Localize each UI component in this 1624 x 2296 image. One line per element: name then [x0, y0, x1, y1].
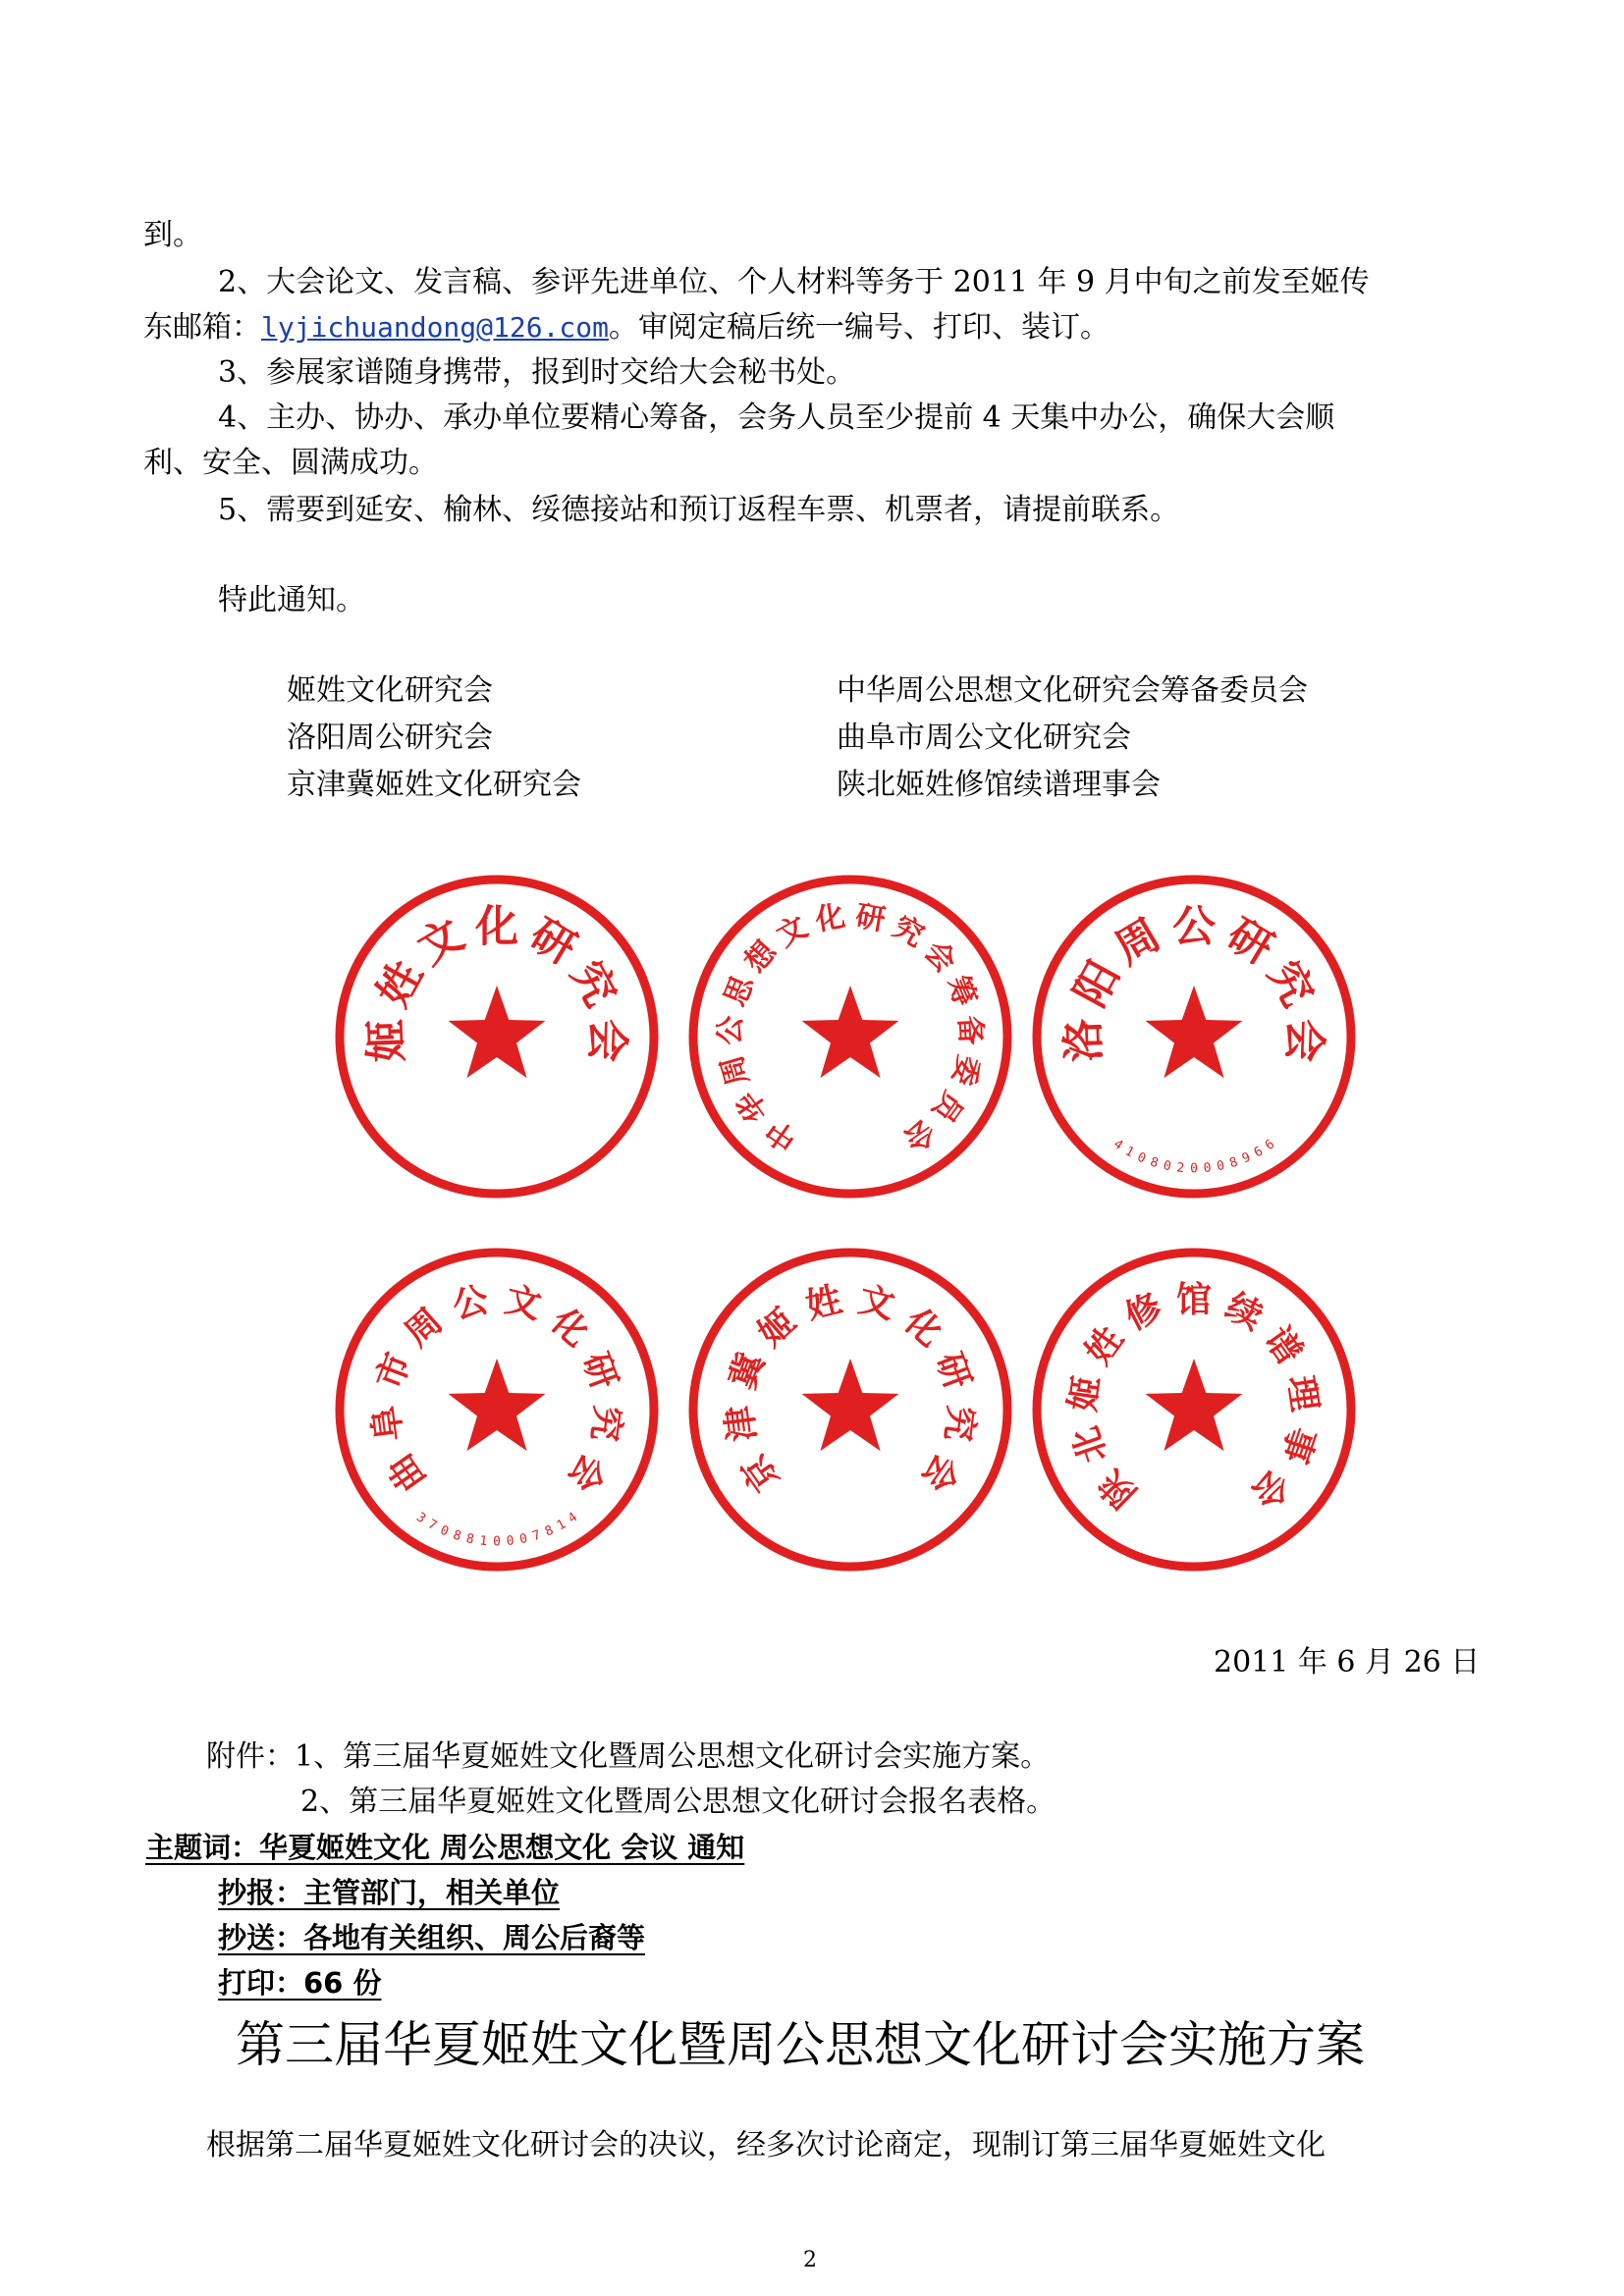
seal-star-icon: [1146, 1359, 1243, 1451]
seal-char: 阳: [1064, 952, 1130, 1015]
seal-char: 会: [913, 1446, 968, 1499]
seal-char: 备: [951, 1014, 989, 1046]
seal-char: 会: [917, 934, 963, 980]
seal-number-digit: 0: [493, 1534, 501, 1550]
section-title: 第三届华夏姬姓文化暨周公思想文化研讨会实施方案: [236, 2016, 1365, 2073]
seal-qufu-zhougong: [330, 1243, 664, 1576]
page-number: 2: [803, 2248, 817, 2272]
seal-number-digit: 3: [413, 1510, 429, 1526]
seal-char: 津: [718, 1403, 764, 1444]
seal-char: 化: [543, 1300, 597, 1355]
seal-char: 续: [1218, 1285, 1270, 1339]
item-2-suffix: 。审阅定稿后统一编号、打印、装订。: [609, 310, 1110, 345]
item-4-line-1: 4、主办、协办、承办单位要精心筹备，会务人员至少提前 4 天集中办公，确保大会顺: [218, 400, 1335, 435]
seal-char: 周: [714, 1050, 756, 1090]
seal-number-digit: 1: [478, 1533, 488, 1550]
seal-char: 会: [896, 1111, 942, 1157]
item-3: 3、参展家谱随身携带，报到时交给大会秘书处。: [218, 355, 856, 390]
seal-char: 洛: [1057, 1018, 1110, 1063]
seal-char: 究: [583, 1403, 629, 1444]
seal-star-icon: [802, 1359, 899, 1451]
email-link[interactable]: lyjichuandong@126.com: [261, 311, 610, 344]
seal-char: 筹: [939, 971, 983, 1012]
seal-char: 文: [771, 909, 814, 954]
seal-image: [683, 870, 1017, 1203]
seal-char: 研: [1218, 909, 1282, 975]
seal-number-digit: 0: [517, 1531, 529, 1548]
seal-star-icon: [802, 986, 899, 1078]
seal-char: 委: [945, 1050, 987, 1090]
keywords-line: 主题词：华夏姬姓文化 周公思想文化 会议 通知: [145, 1831, 745, 1864]
seal-number-digit: 1: [1122, 1144, 1137, 1161]
seal-char: 公: [712, 1014, 749, 1046]
seal-number-digit: 8: [464, 1531, 476, 1548]
seal-char: 员: [925, 1084, 971, 1129]
seal-char: 研: [573, 1347, 625, 1395]
seal-char: 会: [580, 1018, 633, 1063]
seal-char: 化: [896, 1300, 950, 1355]
org-right-3: 陕北姬姓修馆续谱理事会: [837, 768, 1161, 802]
seal-char: 姓: [801, 1278, 846, 1328]
seal-number-digit: 4: [1110, 1137, 1126, 1153]
seal-number-digit: 0: [437, 1522, 452, 1540]
seal-char: 京: [732, 1446, 787, 1499]
seal-number-digit: 4: [565, 1510, 580, 1526]
seal-number-digit: 2: [1175, 1160, 1185, 1177]
org-left-2: 洛阳周公研究会: [287, 721, 493, 755]
seal-char: 文: [854, 1278, 899, 1328]
seal-char: 周: [397, 1300, 451, 1355]
seal-char: 会: [1243, 1461, 1298, 1517]
seal-image: [683, 1243, 1017, 1576]
seal-number-digit: 8: [1148, 1154, 1161, 1172]
seal-char: 周: [1106, 909, 1169, 975]
attachment-2: 2、第三届华夏姬姓文化暨周公思想文化研讨会报名表格。: [300, 1785, 1056, 1819]
seal-char: 思: [718, 971, 762, 1012]
notice-closing: 特此通知。: [218, 583, 365, 617]
seal-image: [330, 870, 664, 1203]
section-intro: 根据第二届华夏姬姓文化研讨会的决议，经多次讨论商定，现制订第三届华夏姬姓文化: [206, 2128, 1326, 2163]
seal-number-digit: 0: [506, 1533, 515, 1550]
item-4-line-2: 利、安全、圆满成功。: [143, 446, 438, 480]
attachments-label: 附件：: [206, 1739, 295, 1774]
seal-char: 文: [501, 1278, 546, 1328]
document-date: 2011 年 6 月 26 日: [1214, 1645, 1481, 1680]
seal-number-digit: 0: [1203, 1160, 1213, 1177]
seal-char: 北: [1064, 1421, 1115, 1468]
org-left-3: 京津冀姬姓文化研究会: [287, 768, 581, 802]
item-2-line-1: 2、大会论文、发言稿、参评先进单位、个人材料等务于 2011 年 9 月中旬之前发至姬传: [218, 265, 1370, 299]
seal-char: 中: [759, 1111, 804, 1157]
seal-char: 公: [448, 1278, 493, 1328]
seal-number-digit: 9: [1239, 1149, 1254, 1167]
org-right-2: 曲阜市周公文化研究会: [837, 721, 1131, 755]
seal-char: 会: [560, 1446, 615, 1499]
seal-char: 研: [927, 1347, 979, 1395]
seal-char: 姬: [1061, 1372, 1109, 1415]
seal-jingjinji: [683, 1243, 1017, 1576]
attachments-line-1: [206, 1735, 1050, 1779]
print-count-line: 打印：66 份: [218, 1966, 382, 2000]
seal-number-digit: 0: [1215, 1158, 1226, 1175]
item-2-prefix: 东邮箱：: [143, 310, 261, 345]
seal-char: 研: [521, 909, 585, 975]
seal-image: [330, 1243, 664, 1576]
seal-number-digit: 0: [1190, 1161, 1198, 1177]
seal-char: 究: [1258, 952, 1324, 1015]
seal-char: 姬: [750, 1300, 804, 1355]
seal-char: 市: [368, 1347, 420, 1395]
seal-char: 究: [887, 909, 930, 954]
seal-number-digit: 6: [1262, 1137, 1277, 1153]
report-to-line: 抄报：主管部门，相关单位: [218, 1876, 561, 1909]
seal-number-digit: 0: [1162, 1158, 1173, 1175]
seal-char: 公: [1172, 901, 1216, 952]
seal-star-icon: [449, 1359, 546, 1451]
seal-char: 事: [1272, 1421, 1324, 1468]
seal-number-digit: 8: [451, 1527, 463, 1545]
seal-char: 陕: [1090, 1461, 1145, 1517]
seal-zhonghua-zhougong: [683, 870, 1017, 1203]
attachment-1: 1、第三届华夏姬姓文化暨周公思想文化研讨会实施方案。: [295, 1739, 1051, 1774]
seal-number-digit: 8: [1227, 1154, 1240, 1172]
item-2-line-2: [143, 306, 1110, 349]
seal-shanbei: [1027, 1243, 1361, 1576]
seal-char: 究: [561, 952, 626, 1015]
paragraph-continuation: 到。: [143, 218, 202, 252]
seal-char: 曲: [379, 1446, 434, 1499]
seal-char: 阜: [364, 1403, 410, 1444]
seal-char: 理: [1279, 1372, 1326, 1415]
seal-char: 姓: [367, 952, 433, 1015]
seal-char: 研: [852, 898, 889, 938]
seal-number-digit: 0: [1134, 1149, 1149, 1167]
seal-image: [1027, 870, 1361, 1203]
seal-char: 谱: [1256, 1318, 1311, 1372]
org-right-1: 中华周公思想文化研究会筹备委员会: [837, 673, 1308, 708]
seal-char: 究: [937, 1403, 983, 1444]
item-5: 5、需要到延安、榆林、绥德接站和预订返程车票、机票者，请提前联系。: [218, 493, 1180, 527]
seal-char: 冀: [722, 1347, 774, 1395]
seal-char: 化: [475, 901, 518, 952]
seal-jixing: [330, 870, 664, 1203]
seal-char: 文: [408, 909, 472, 975]
seal-number-digit: 1: [554, 1517, 568, 1534]
seal-char: 华: [730, 1084, 776, 1129]
seal-image: [1027, 1243, 1361, 1576]
seal-number-digit: 7: [425, 1517, 440, 1534]
seal-char: 会: [1277, 1018, 1330, 1063]
seal-char: 馆: [1175, 1279, 1213, 1320]
seal-char: 化: [812, 898, 848, 938]
seal-star-icon: [1146, 986, 1243, 1078]
seal-number-digit: 7: [530, 1527, 543, 1545]
seal-number-digit: 6: [1251, 1144, 1266, 1161]
seal-char: 想: [737, 934, 784, 980]
seal-number-digit: 8: [542, 1522, 557, 1540]
seal-char: 姬: [360, 1018, 413, 1063]
org-left-1: 姬姓文化研究会: [287, 673, 493, 708]
seal-luoyang-zhougong: [1027, 870, 1361, 1203]
copy-to-line: 抄送：各地有关组织、周公后裔等: [218, 1921, 646, 1954]
seal-char: 姓: [1077, 1318, 1132, 1372]
seal-star-icon: [449, 986, 546, 1078]
seal-char: 修: [1118, 1285, 1169, 1339]
